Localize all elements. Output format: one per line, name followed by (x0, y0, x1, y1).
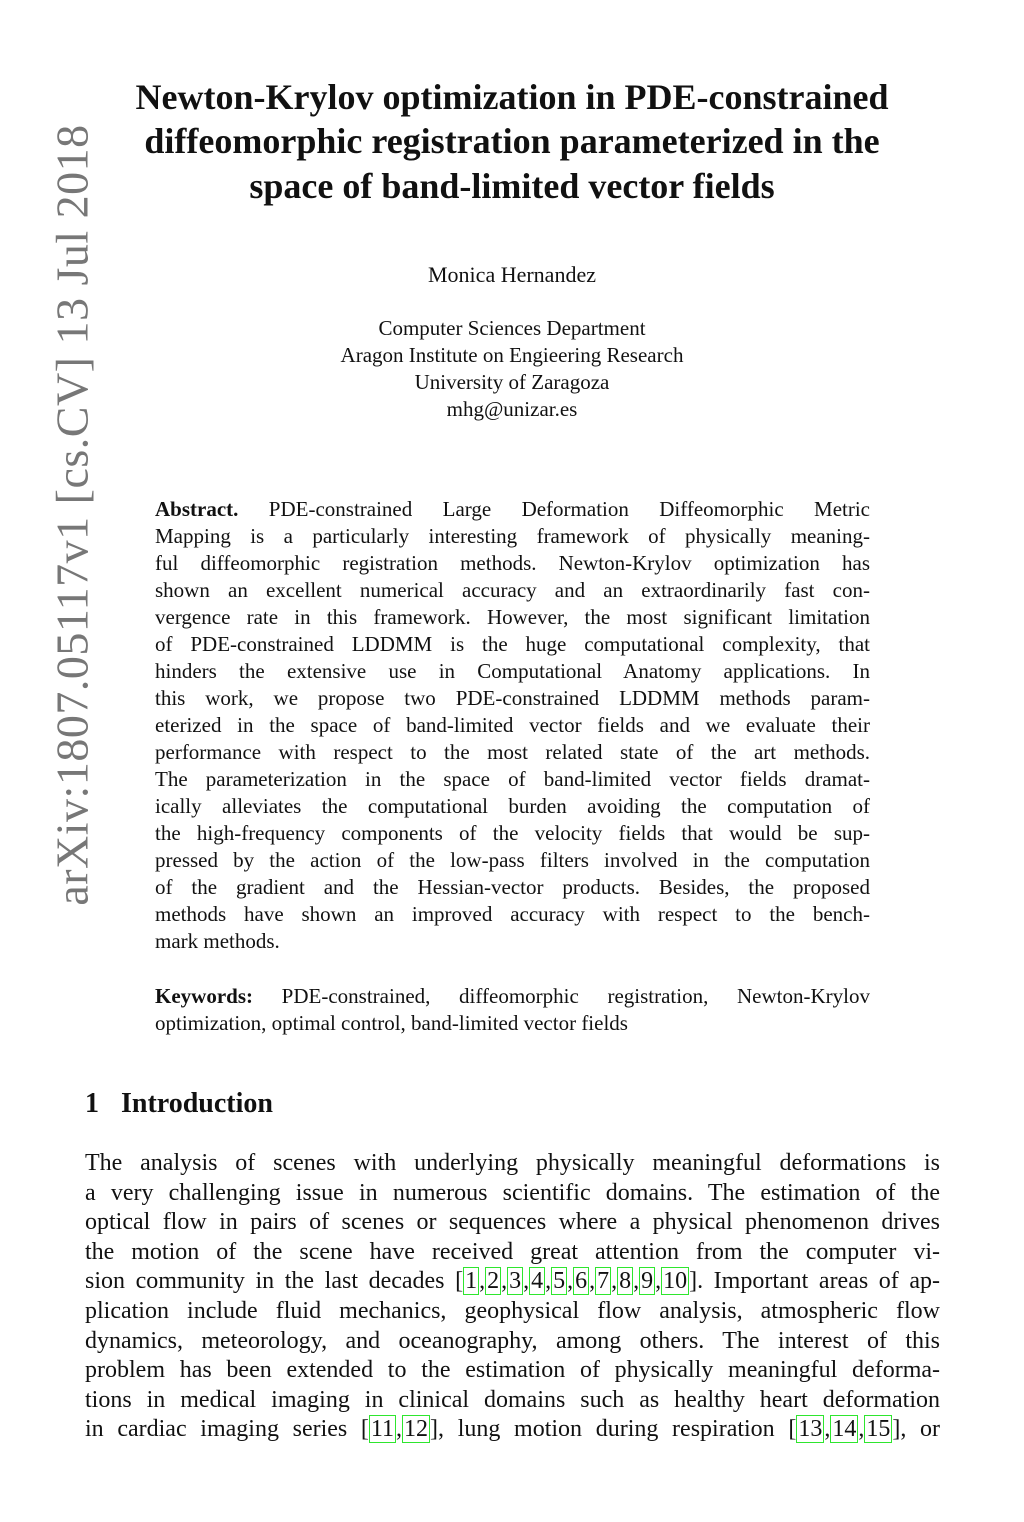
section-heading (85, 1086, 295, 1122)
citation-link[interactable]: 10 (663, 1268, 688, 1295)
keywords-line: optimization, optimal control, band-limited vector fields (155, 1011, 628, 1035)
citation-link[interactable]: 6 (575, 1268, 588, 1295)
citation-link[interactable]: 2 (487, 1268, 500, 1295)
body-text-segment: in cardiac imaging series [ (85, 1416, 369, 1443)
abstract-line: ically alleviates the computational burden avoiding the computation of (155, 794, 870, 818)
citation-link[interactable]: 5 (553, 1268, 566, 1295)
body-line (85, 1179, 940, 1209)
author-name: Monica Hernandez (428, 262, 596, 287)
body-text-segment: dynamics, meteorology, and oceanography, among others. The interest of this (85, 1327, 940, 1354)
citation-link[interactable]: 8 (619, 1268, 632, 1295)
citation-link[interactable]: 4 (531, 1268, 544, 1295)
body-line: sion community in the last decades [1,2,3,4,5,6,7,8,9,10]. Important areas of ap- (85, 1268, 941, 1295)
body-text-segment: ], lung motion during respiration [ (430, 1416, 797, 1443)
citation-link[interactable]: 12 (404, 1416, 429, 1443)
keywords-text: PDE-constrained, diffeomorphic registration, Newton-Krylov (281, 984, 870, 1008)
abstract-line: ful diffeomorphic registration methods. Newton-Krylov optimization has (155, 551, 870, 575)
arxiv-identifier: arXiv:1807.05117v1 [cs.CV] 13 Jul 2018 (46, 124, 98, 906)
body-line (85, 1297, 940, 1327)
citation-link[interactable]: 15 (866, 1416, 891, 1443)
body-text-segment: ]. Important areas of ap- (689, 1268, 941, 1295)
abstract-line: the high-frequency components of the velocity fields that would be sup- (155, 821, 870, 845)
abstract-line: Mapping is a particularly interesting framework of physically meaning- (155, 524, 870, 548)
body-text-segment: ], or (892, 1416, 940, 1443)
section-number: 1 (85, 1088, 99, 1119)
abstract-line: methods have shown an improved accuracy with respect to the bench- (155, 902, 870, 926)
citation-link[interactable]: 13 (798, 1416, 823, 1443)
body-text-segment: plication include fluid mechanics, geophysical flow analysis, atmospheric flow (85, 1298, 940, 1324)
keywords-label: Keywords: (155, 984, 253, 1008)
paper-title-line: Newton-Krylov optimization in PDE-constrained (135, 77, 889, 117)
paper-title-line: diffeomorphic registration parameterized in the (144, 121, 880, 161)
body-text-segment: The analysis of scenes with underlying physically meaningful deformations is (85, 1150, 940, 1176)
body-text-segment: sion community in the last decades [ (85, 1268, 464, 1295)
abstract-label: Abstract. (155, 497, 239, 521)
body-line (85, 1208, 940, 1238)
abstract-line: hinders the extensive use in Computational Anatomy applications. In (155, 659, 870, 683)
body-text-segment: a very challenging issue in numerous scientific domains. The estimation of the (85, 1179, 940, 1206)
abstract-line: eterized in the space of band-limited vector fields and we evaluate their (155, 713, 870, 737)
citation-link[interactable]: 9 (641, 1268, 654, 1295)
abstract-text: PDE-constrained Large Deformation Diffeomorphic Metric (268, 497, 870, 521)
paper-title-line: space of band-limited vector fields (249, 166, 775, 206)
citation-link[interactable]: 7 (597, 1268, 610, 1295)
citation-link[interactable]: 14 (832, 1416, 857, 1443)
body-text-segment: the motion of the scene have received great attention from the computer vi- (85, 1238, 940, 1265)
abstract-line (155, 496, 870, 523)
body-line (85, 1386, 940, 1416)
abstract-line: The parameterization in the space of band-limited vector fields dramat- (155, 767, 870, 791)
author-email: mhg@unizar.es (446, 397, 578, 421)
citation-link[interactable]: 3 (509, 1268, 522, 1295)
affiliation-line: University of Zaragoza (414, 370, 610, 394)
body-text-segment: tions in medical imaging in clinical domains such as healthy heart deformation (85, 1386, 940, 1413)
abstract-line: performance with respect to the most related state of the art methods. (155, 740, 870, 764)
abstract-line: of PDE-constrained LDDMM is the huge computational complexity, that (155, 632, 870, 656)
affiliation-line: Aragon Institute on Engieering Research (340, 343, 684, 367)
body-line: in cardiac imaging series [11,12], lung motion during respiration [13,14,15], or (85, 1416, 940, 1443)
citation-link[interactable]: 1 (465, 1268, 478, 1295)
body-line (85, 1238, 940, 1268)
section-title: Introduction (121, 1088, 273, 1119)
abstract-line: pressed by the action of the low-pass filters involved in the computation (155, 848, 870, 872)
body-text-segment: problem has been extended to the estimation of physically meaningful deforma- (85, 1357, 940, 1384)
abstract-line: this work, we propose two PDE-constrained LDDMM methods param- (155, 686, 870, 710)
body-line (85, 1149, 940, 1179)
body-text-segment: optical flow in pairs of scenes or sequences where a physical phenomenon drives (85, 1209, 940, 1236)
body-line (85, 1356, 940, 1386)
abstract-line: of the gradient and the Hessian-vector products. Besides, the proposed (155, 875, 870, 899)
affiliation-line: Computer Sciences Department (378, 316, 646, 340)
abstract-line: mark methods. (155, 929, 280, 953)
citation-link[interactable]: 11 (370, 1416, 395, 1443)
keywords-line (155, 983, 870, 1010)
body-line (85, 1327, 940, 1357)
abstract-line: vergence rate in this framework. However, the most significant limitation (155, 605, 870, 629)
abstract-line: shown an excellent numerical accuracy and an extraordinarily fast con- (155, 578, 870, 602)
